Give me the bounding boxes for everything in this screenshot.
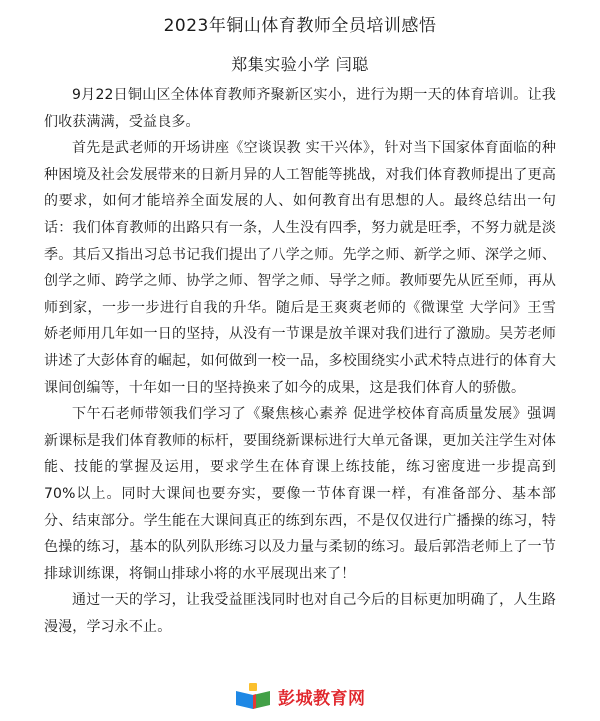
site-name: 彭城教育网	[278, 688, 366, 709]
document-title: 2023年铜山体育教师全员培训感悟	[163, 16, 437, 36]
site-watermark	[232, 681, 366, 711]
author-line: 郑集实验小学 闫聪	[231, 55, 369, 74]
paragraph-afternoon: 下午石老师带领我们学习了《聚焦核心素养 促进学校体育高质量发展》强调新课标是我们体育教师的标杆，要围绕新课标进行大单元备课，更加关注学生对体能、技能的掌握及运用，要求学生在体育课上练技能，练习密度进一步提高到70%以上。同时大课间也要夯实，要像一节体育课一样，有准备部分、基本部分、结束部分。学生能在大课间真正的练到东西，不是仅仅进行广播操的练习，特色操的练习，基本的队列队形练习以及力量与柔韧的练习。最后郭浩老师上了一节排球训练课，将铜山排球小将的水平展现出来了！	[44, 406, 556, 582]
paragraph-conclusion: 通过一天的学习，让我受益匪浅同时也对自己今后的目标更加明确了，人生路漫漫，学习永不止。	[44, 592, 556, 635]
paragraph-morning: 首先是武老师的开场讲座《空谈误教 实干兴体》，针对当下国家体育面临的种种困境及社会发展带来的日新月异的人工智能等挑战，对我们体育教师提出了更高的要求，如何才能培养全面发展的人、如何教育出有思想的人。最终总结出一句话：我们体育教师的出路只有一条，人生没有四季，努力就是旺季，不努力就是淡季。其后又指出习总书记我们提出了八学之师。先学之师、新学之师、深学之师、创学之师、跨学之师、协学之师、智学之师、导学之师。教师要先从匠至师，再从师到家，一步一步进行自我的升华。随后是王爽爽老师的《微课堂 大学问》王雪娇老师用几年如一日的坚持，从没有一节课是放羊课对我们进行了激励。吴芳老师讲述了大彭体育的崛起，如何做到一校一品，多校围绕实小武术特点进行的体育大课间创编等，十年如一日的坚持换来了如今的成果，这是我们体育人的骄傲。	[44, 140, 556, 396]
paragraph-intro: 9月22日铜山区全体体育教师齐聚新区实小，进行为期一天的体育培训。让我们收获满满，受益良多。	[44, 87, 556, 130]
book-logo-icon	[232, 681, 276, 711]
